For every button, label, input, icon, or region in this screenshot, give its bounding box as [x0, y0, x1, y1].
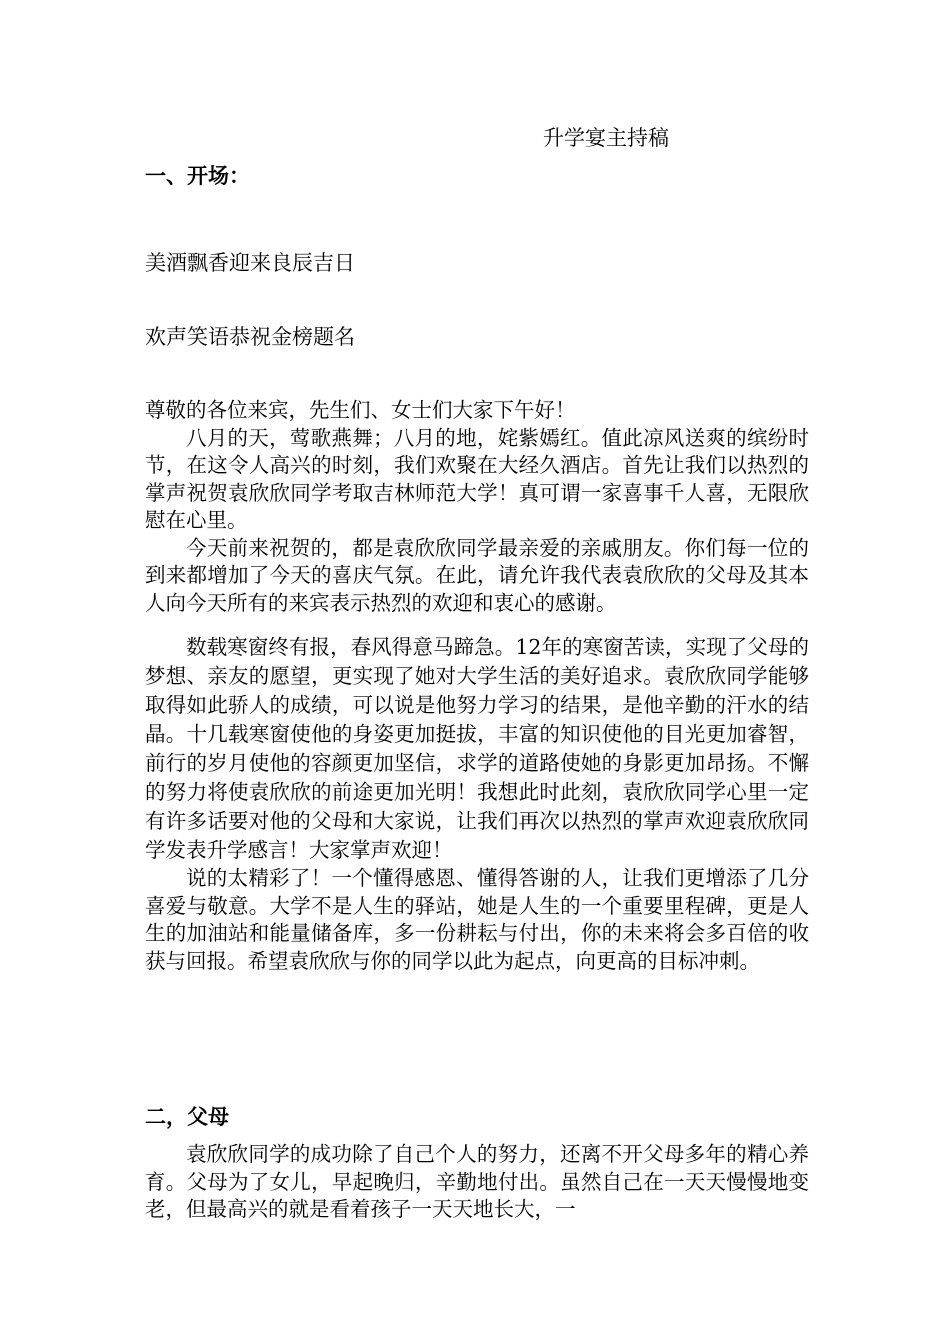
section-heading-parents: 二，父母	[145, 1105, 229, 1129]
section-heading-opening: 一、开场：	[145, 164, 250, 188]
parents-paragraph: 袁欣欣同学的成功除了自己个人的努力，还离不开父母多年的精心养育。父母为了女儿，早起晚归，辛勤地付出。虽然自己在一天天慢慢地变老，但最高兴的就是看着孩子一天天地长大，一	[145, 1142, 809, 1221]
achievement-paragraph: 数载寒窗终有报，春风得意马蹄急。12年的寒窗苦读，实现了父母的梦想、亲友的愿望，更实现了她对大学生活的美好追求。袁欣欣同学能够取得如此骄人的成绩，可以说是他努力学习的结果，是他辛勤的汗水的结晶。十几载寒窗使他的身姿更加挺拔，丰富的知识使他的目光更加睿智，前行的岁月使他的容颜更加坚信，求学的道路使她的身影更加昂扬。不懈的努力将使袁欣欣的前途更加光明！我想此时此刻，袁欣欣同学心里一定有许多话要对他的父母和大家说，让我们再次以热烈的掌声欢迎袁欣欣同学发表升学感言！大家掌声欢迎！	[145, 635, 809, 862]
couplet-line-1: 美酒飘香迎来良辰吉日	[145, 251, 355, 275]
closing-paragraph: 说的太精彩了！一个懂得感恩、懂得答谢的人，让我们更增添了几分喜爱与敬意。大学不是人生的驿站，她是人生的一个重要里程碑，更是人生的加油站和能量储备库，多一份耕耘与付出，你的未来将会多百倍的收获与回报。希望袁欣欣与你的同学以此为起点，向更高的目标冲刺。	[145, 866, 809, 973]
couplet-line-2: 欢声笑语恭祝金榜题名	[145, 325, 355, 349]
opening-text-block	[145, 397, 809, 617]
achievement-text-block	[145, 633, 809, 975]
congratulation-paragraph: 八月的天，莺歌燕舞；八月的地，姹紫嫣红。值此凉风送爽的缤纷时节，在这令人高兴的时刻，我们欢聚在大经久酒店。首先让我们以热烈的掌声祝贺袁欣欣同学考取吉林师范大学！真可谓一家喜事千人喜，无限欣慰在心里。	[145, 425, 809, 532]
parents-text-block	[145, 1141, 809, 1224]
greeting-paragraph: 尊敬的各位来宾，先生们、女士们大家下午好！	[145, 398, 576, 422]
welcome-paragraph: 今天前来祝贺的，都是袁欣欣同学最亲爱的亲戚朋友。你们每一位的到来都增加了今天的喜庆气氛。在此，请允许我代表袁欣欣的父母及其本人向今天所有的来宾表示热烈的欢迎和衷心的感谢。	[145, 535, 809, 615]
document-title: 升学宴主持稿	[543, 126, 669, 150]
